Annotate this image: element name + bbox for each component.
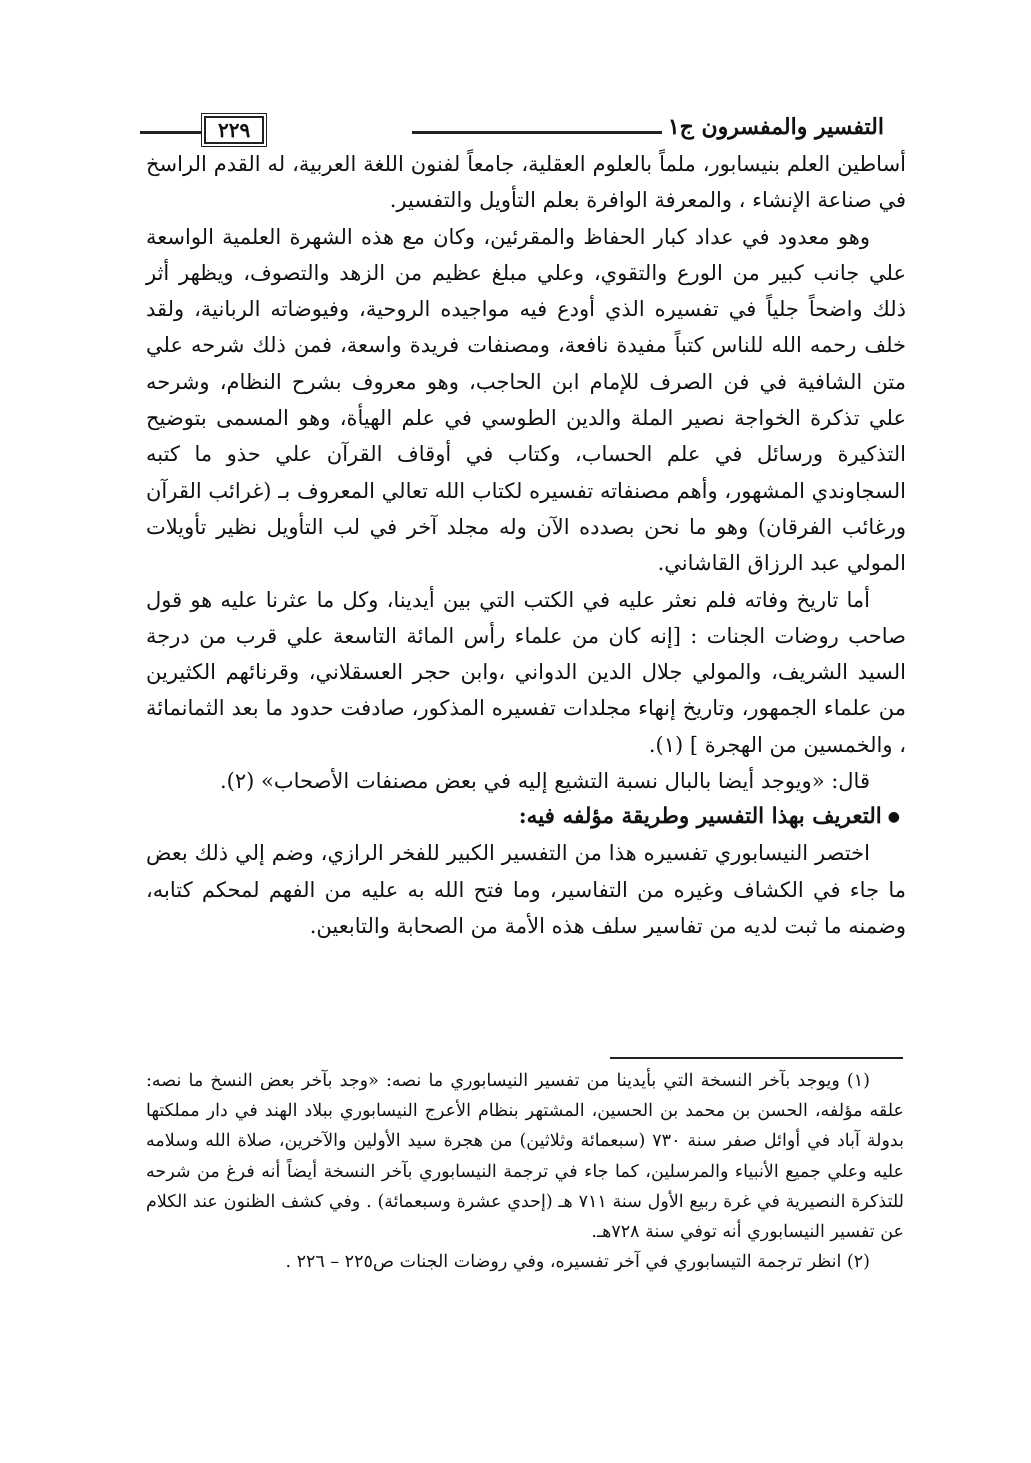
paragraph: اختصر النيسابوري تفسيره هذا من التفسير الكبير للفخر الرازي، وضم إلي ذلك بعض ما جاء في الكشاف وغيره من التفاسير، وما فتح الله به عليه من الفهم لمحكم كتابه، وضمنه ما ثبت لديه من تفاسير سلف هذه الأمة من الصحابة والتابعين. [146, 841, 906, 938]
paragraph: أساطين العلم بنيسابور، ملماً بالعلوم العقلية، جامعاً لفنون اللغة العربية، له القدم الراسخ في صناعة الإنشاء ، والمعرفة الوافرة بعلم التأويل والتفسير. [146, 152, 906, 213]
section-heading-text: التعريف بهذا التفسير وطريقة مؤلفه فيه: [518, 804, 882, 830]
footnote: (١) ويوجد بآخر النسخة التي بأيدينا من تفسير النيسابوري ما نصه: «وجد بآخر بعض النسخ ما نصه: علقه مؤلفه، الحسن بن محمد بن الحسين، المشتهر بنظام الأعرج النيسابوري ببلاد الهند في دار مملكتها بدولة آباد في أوائل صفر سنة ٧٣٠ (سبعمائة وثلاثين) من هجرة سيد الأولين والآخرين، صلاة الله وسلامه عليه وعلي جميع الأنبياء والمرسلين، كما جاء في ترجمة النيسابوري بآخر النسخة أيضاً أنه فرغ من شرحه للتذكرة النصيرية في غرة ربيع الأول سنة ٧١١ هـ (إحدي عشرة وسبعمائة) . وفي كشف الظنون عند الكلام عن تفسير النيسابوري أنه توفي سنة ٧٢٨هـ. [146, 1071, 904, 1243]
paragraph: أما تاريخ وفاته فلم نعثر عليه في الكتب التي بين أيدينا، وكل ما عثرنا عليه هو قول صاحب روضات الجنات : [إنه كان من علماء رأس المائة التاسعة علي قرب من درجة السيد الشريف، والمولي جلال الدين الدواني ،وابن حجر العسقلاني، وقرنائهم الكثيرين من علماء الجمهور، وتاريخ إنهاء مجلدات تفسيره المذكور، صادفت حدود ما بعد الثمانمائة ، والخمسين من الهجرة ] (١). [146, 587, 906, 757]
running-title-text: التفسير والمفسرون ج١ [662, 114, 890, 140]
footnote-divider [610, 1057, 903, 1059]
footnotes [146, 1066, 904, 1277]
bullet-icon: ● [887, 809, 900, 826]
page-header [140, 110, 905, 146]
section-heading [146, 799, 906, 835]
paragraph: قال: «ويوجد أيضا بالبال نسبة التشيع إليه في بعض مصنفات الأصحاب» (٢). [219, 769, 870, 794]
paragraph: وهو معدود في عداد كبار الحفاظ والمقرئين، وكان مع هذه الشهرة العلمية الواسعة علي جانب كبير من الورع والتقوي، وعلي مبلغ عظيم من الزهد والتصوف، ويظهر أثر ذلك واضحاً جلياً في تفسيره الذي أودع فيه مواجيده الروحية، وفيوضاته الربانية، ولقد خلف رحمه الله للناس كتباً مفيدة نافعة، ومصنفات فريدة واسعة، فمن ذلك شرحه علي متن الشافية في فن الصرف للإمام ابن الحاجب، وهو معروف بشرح النظام، وشرحه علي تذكرة الخواجة نصير الملة والدين الطوسي في علم الهيأة، وهو المسمى بتوضيح التذكيرة ورسائل في علم الحساب، وكتاب في أوقاف القرآن علي حذو ما كتبه السجاوندي المشهور، وأهم مصنفاته تفسيره لكتاب الله تعالي المعروف بـ (غرائب القرآن ورغائب الفرقان) وهو ما نحن بصدده الآن وله مجلد آخر في لب التأويل نظير تأويلات المولي عبد الرزاق القاشاني. [146, 224, 907, 576]
page-number-box [204, 116, 406, 144]
footnote: (٢) انظر ترجمة التيسابوري في آخر تفسيره، وفي روضات الجنات ص٢٢٥ – ٢٢٦ . [285, 1252, 870, 1273]
page-number: ٢٢٩ [204, 116, 264, 144]
header-rule-left [140, 131, 202, 134]
running-title [412, 110, 890, 144]
main-text [146, 146, 906, 944]
